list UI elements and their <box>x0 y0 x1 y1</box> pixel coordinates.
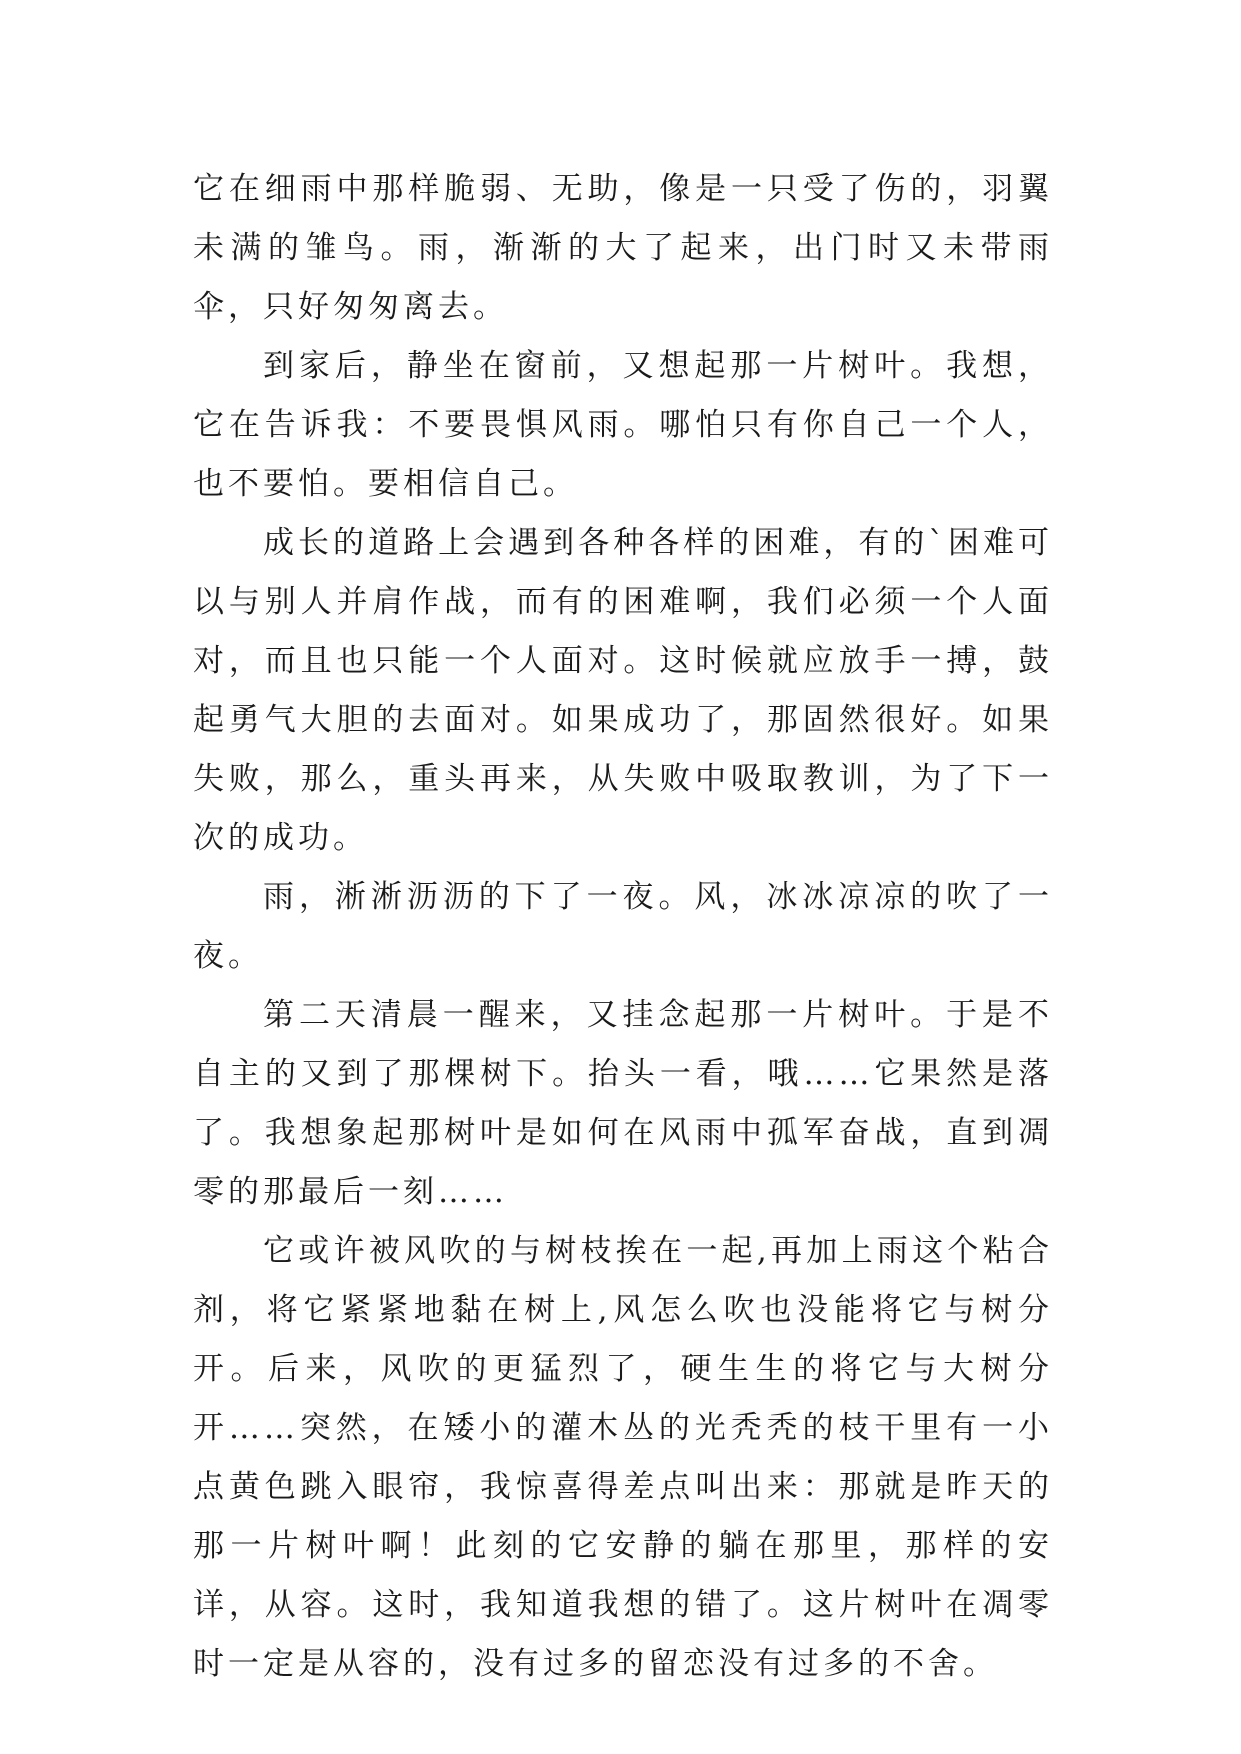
body-text <box>193 160 1053 1694</box>
paragraph-4: 雨，淅淅沥沥的下了一夜。风，冰冰凉凉的吹了一夜。 <box>193 879 1053 974</box>
paragraph-3: 成长的道路上会遇到各种各样的困难，有的`困难可以与别人并肩作战，而有的困难啊，我们必须一个人面对，而且也只能一个人面对。这时候就应放手一搏，鼓起勇气大胆的去面对。如果成功了，那固然很好。如果失败，那么，重头再来，从失败中吸取教训，为了下一次的成功。 <box>193 525 1053 856</box>
paragraph-5: 第二天清晨一醒来，又挂念起那一片树叶。于是不自主的又到了那棵树下。抬头一看，哦……它果然是落了。我想象起那树叶是如何在风雨中孤军奋战，直到凋零的那最后一刻…… <box>193 997 1053 1210</box>
paragraph-1: 它在细雨中那样脆弱、无助，像是一只受了伤的，羽翼未满的雏鸟。雨，渐渐的大了起来，出门时又未带雨伞，只好匆匆离去。 <box>193 171 1053 325</box>
paragraph-2: 到家后，静坐在窗前，又想起那一片树叶。我想，它在告诉我：不要畏惧风雨。哪怕只有你自己一个人，也不要怕。要相信自己。 <box>193 348 1053 502</box>
paragraph-6: 它或许被风吹的与树枝挨在一起,再加上雨这个粘合剂，将它紧紧地黏在树上,风怎么吹也没能将它与树分开。后来，风吹的更猛烈了，硬生生的将它与大树分开……突然，在矮小的灌木丛的光秃秃的枝干里有一小点黄色跳入眼帘，我惊喜得差点叫出来：那就是昨天的那一片树叶啊！此刻的它安静的躺在那里，那样的安详，从容。这时，我知道我想的错了。这片树叶在凋零时一定是从容的，没有过多的留恋没有过多的不舍。 <box>193 1233 1053 1682</box>
